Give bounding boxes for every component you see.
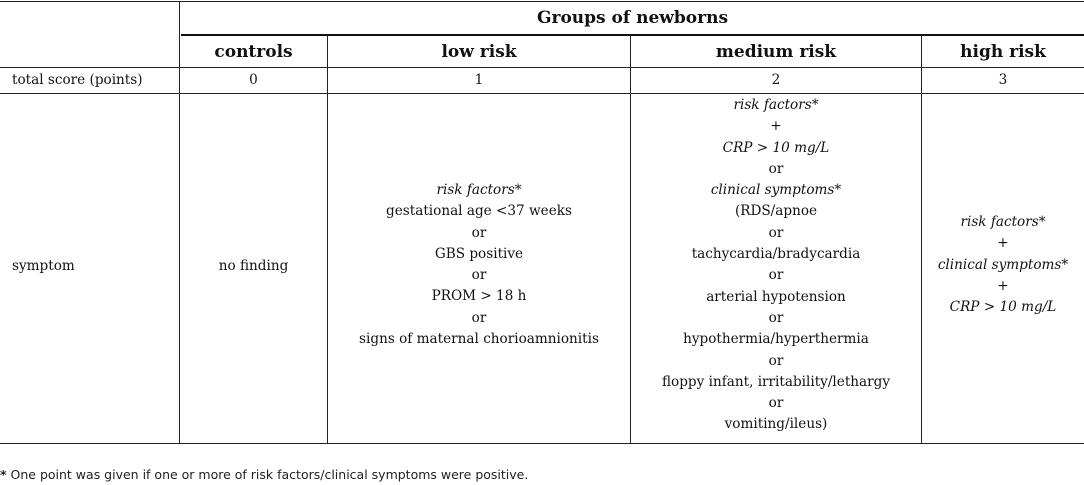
symptom-high-risk	[922, 212, 1084, 318]
cell-line: or	[471, 309, 487, 326]
cell-line: +	[997, 277, 1009, 294]
label-column-divider	[179, 1, 180, 443]
cell-line: or	[768, 160, 784, 177]
symptom-low-risk	[328, 180, 630, 350]
cell-line: vomiting/ileus)	[724, 416, 828, 433]
cell-line: or	[471, 224, 487, 241]
cell-line: arterial hypotension	[706, 288, 846, 305]
cell-line: GBS positive	[434, 245, 524, 262]
column-header-medium-risk: medium risk	[715, 42, 837, 62]
column-header-high-risk: high risk	[960, 42, 1046, 62]
cell-line: clinical symptoms*	[710, 182, 842, 199]
footnote-text: One point was given if one or more of risk factors/clinical symptoms were positive.	[10, 467, 529, 482]
footnote-mark: *	[0, 467, 7, 482]
cell-line: signs of maternal chorioamnionitis	[359, 331, 599, 348]
table-bottom-rule	[0, 443, 1084, 444]
cell-line: clinical symptoms*	[937, 256, 1069, 273]
column-header-controls: controls	[214, 42, 293, 62]
cell-line: or	[768, 309, 784, 326]
score-low-risk: 1	[474, 72, 484, 88]
group-header-underline	[181, 34, 1084, 36]
score-row-label: total score (points)	[12, 72, 143, 88]
cell-line: CRP > 10 mg/L	[722, 139, 830, 156]
cell-line: or	[768, 352, 784, 369]
cell-line: CRP > 10 mg/L	[949, 299, 1057, 316]
cell-line: or	[768, 267, 784, 284]
cell-line: or	[471, 267, 487, 284]
symptom-row-label: symptom	[12, 258, 75, 274]
column-header-low-risk: low risk	[441, 42, 517, 62]
cell-line: +	[997, 235, 1009, 252]
symptom-controls: no finding	[218, 258, 289, 274]
cell-line: floppy infant, irritability/lethargy	[661, 373, 891, 390]
cell-line: tachycardia/bradycardia	[691, 246, 861, 263]
cell-line: risk factors*	[733, 97, 819, 113]
cell-line: or	[768, 395, 784, 412]
cell-line: gestational age <37 weeks	[386, 203, 572, 220]
cell-line: or	[768, 224, 784, 241]
group-header: Groups of newborns	[536, 8, 729, 28]
symptom-medium-risk	[631, 95, 921, 436]
cell-line: risk factors*	[960, 214, 1046, 230]
cell-line: PROM > 18 h	[431, 288, 527, 305]
cell-line: hypothermia/hyperthermia	[683, 331, 869, 348]
footnote	[0, 467, 528, 482]
cell-line: risk factors*	[436, 182, 522, 198]
cell-line: +	[770, 118, 782, 135]
cell-line: (RDS/apnoe	[734, 203, 818, 220]
score-medium-risk: 2	[771, 72, 781, 88]
score-high-risk: 3	[998, 72, 1008, 88]
score-controls: 0	[249, 72, 258, 88]
table-top-rule	[0, 1, 1084, 2]
